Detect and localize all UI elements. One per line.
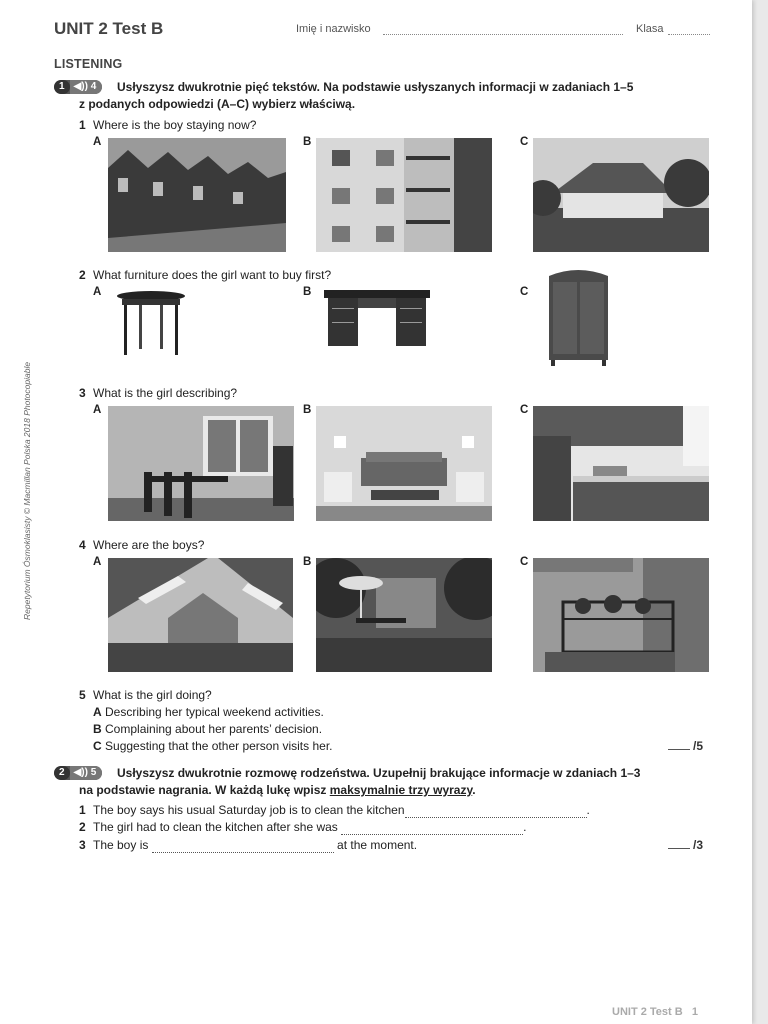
kitchen-image[interactable]: [533, 406, 709, 521]
answer-blank[interactable]: [341, 820, 523, 835]
score-blank[interactable]: [668, 848, 690, 849]
section-title: LISTENING: [54, 57, 123, 71]
task2-instruction-line2: na podstawie nagrania. W każdą lukę wpisz maksymalnie trzy wyrazy.: [79, 783, 476, 797]
desk-image[interactable]: [324, 290, 430, 348]
audio-icon: ◀)) 5: [70, 766, 103, 780]
answer-option-b[interactable]: B Complaining about her parents’ decision.: [93, 722, 323, 736]
task-number: 1: [54, 80, 70, 94]
gap-fill-item-1: 1 The boy says his usual Saturday job is to clean the kitchen .: [79, 803, 590, 817]
option-letter-a: A: [93, 556, 102, 568]
round-table-image[interactable]: [114, 288, 188, 358]
option-letter-c: C: [520, 286, 529, 298]
name-label: Imię i nazwisko: [296, 23, 371, 35]
task2-badge: [54, 766, 102, 780]
answer-option-a[interactable]: A Describing her typical weekend activities.: [93, 705, 324, 719]
thatched-cottage-image[interactable]: [533, 138, 709, 252]
score-blank[interactable]: [668, 749, 690, 750]
task1-instruction-line1: Usłyszysz dwukrotnie pięć tekstów. Na podstawie usłyszanych informacji w zadaniach 1–5: [117, 80, 634, 94]
copyright-side-text: Repetytorium Ósmoklasisty © Macmillan Polska 2018 Photocopiable: [22, 361, 32, 620]
answer-blank[interactable]: [152, 838, 334, 853]
question-3: 3 What is the girl describing?: [79, 386, 238, 400]
option-letter-c: C: [520, 556, 529, 568]
page-title: UNIT 2 Test B: [54, 19, 164, 38]
task-number: 2: [54, 766, 70, 780]
attic-image[interactable]: [108, 558, 293, 672]
option-letter-a: A: [93, 286, 102, 298]
audio-track: 4: [90, 81, 97, 92]
class-field[interactable]: [668, 34, 710, 35]
living-room-image[interactable]: [316, 406, 492, 521]
wardrobe-image[interactable]: [547, 266, 610, 367]
option-letter-a: A: [93, 404, 102, 416]
name-field[interactable]: [383, 34, 623, 35]
option-letter-a: A: [93, 136, 102, 148]
option-letter-c: C: [520, 404, 529, 416]
gap-fill-item-2: 2 The girl had to clean the kitchen after she was .: [79, 820, 527, 834]
balcony-image[interactable]: [533, 558, 709, 672]
terraced-houses-image[interactable]: [108, 138, 286, 252]
task1-badge: [54, 80, 102, 94]
option-letter-b: B: [303, 136, 312, 148]
question-5: 5 What is the girl doing?: [79, 688, 212, 702]
option-letter-b: B: [303, 404, 312, 416]
question-1: 1 Where is the boy staying now?: [79, 118, 257, 132]
gap-fill-item-3: 3 The boy is at the moment.: [79, 838, 418, 852]
option-letter-b: B: [303, 556, 312, 568]
answer-option-c[interactable]: C Suggesting that the other person visits her.: [93, 739, 333, 753]
task2-instruction-line1: Usłyszysz dwukrotnie rozmowę rodzeństwa. Uzupełnij brakujące informacje w zdaniach 1–3: [117, 766, 641, 780]
option-letter-b: B: [303, 286, 312, 298]
class-label: Klasa: [636, 23, 664, 35]
garden-image[interactable]: [316, 558, 492, 672]
audio-track: 5: [90, 767, 97, 778]
page-footer: UNIT 2 Test B 1: [612, 1006, 698, 1018]
task2-score: /3: [668, 838, 703, 852]
question-2: 2 What furniture does the girl want to buy first?: [79, 268, 332, 282]
task1-score: /5: [668, 739, 703, 753]
option-letter-c: C: [520, 136, 529, 148]
task1-instruction-line2: z podanych odpowiedzi (A–C) wybierz właściwą.: [79, 97, 356, 111]
answer-blank[interactable]: [405, 803, 587, 818]
apartment-block-image[interactable]: [316, 138, 492, 252]
audio-icon: ◀)) 4: [70, 80, 103, 94]
dining-room-image[interactable]: [108, 406, 294, 521]
question-4: 4 Where are the boys?: [79, 538, 205, 552]
